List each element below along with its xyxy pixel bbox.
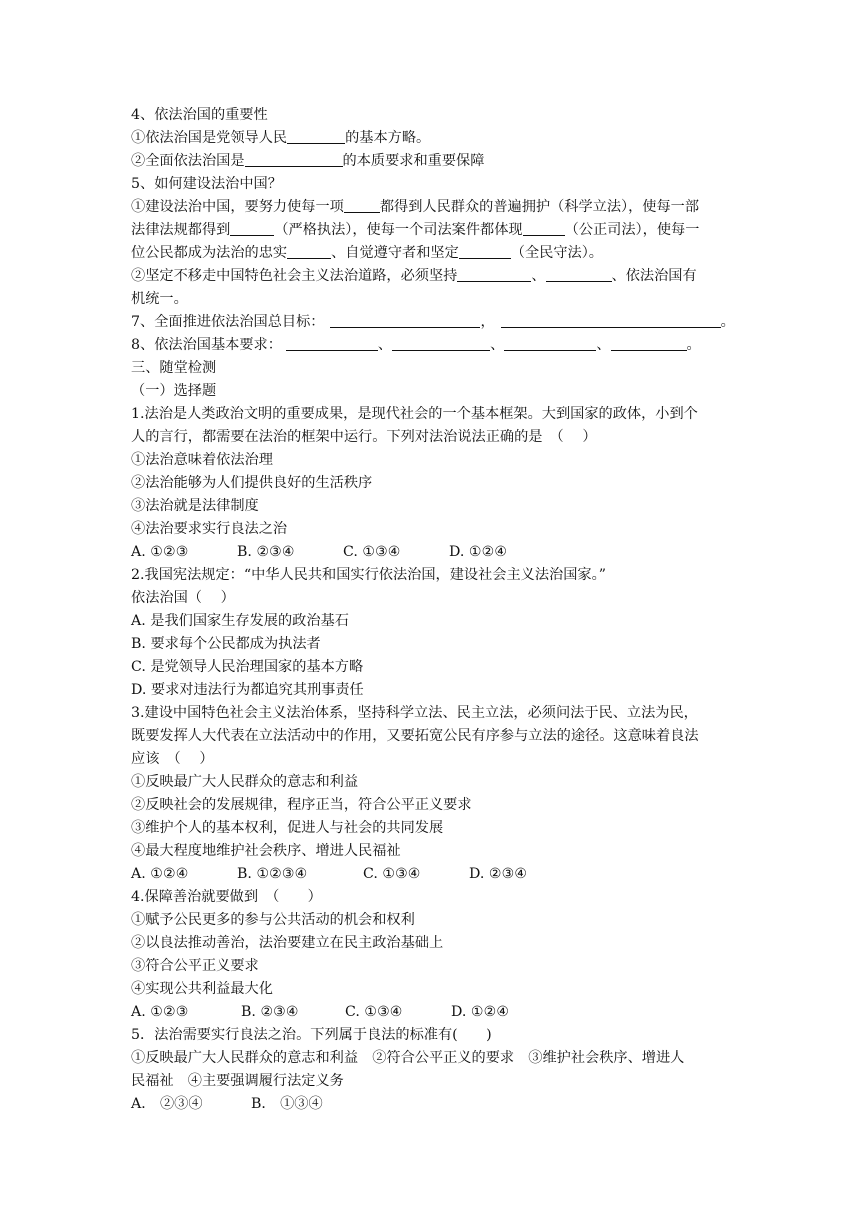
s8-sep: 、 <box>377 337 393 353</box>
q1-answer-a: A. ①②③ <box>131 544 189 560</box>
s5-l1-a: ①建设法治中国，要努力使每一项 <box>131 199 344 215</box>
fill-blank <box>457 267 531 282</box>
q1-stem-line-2: 人的言行，都需要在法治的框架中运行。下列对法治说法正确的是 （ ） <box>131 429 597 445</box>
s5-l3-b: 、自觉遵守者和坚定 <box>331 245 459 261</box>
q4-answer-d: D. ①②④ <box>451 1004 510 1020</box>
s8-sep: 、 <box>596 337 611 353</box>
s5-l2-a: 法律法规都得到 <box>131 222 231 238</box>
fill-blank <box>459 244 511 259</box>
section-3-heading: 三、随堂检测 <box>131 360 217 376</box>
q3-option-4: ④最大程度地维护社会秩序、增进人民福祉 <box>131 843 401 859</box>
q3-stem-line-2: 既要发挥人大代表在立法活动中的作用，又要拓宽公民有序参与立法的途径。这意味着良法 <box>131 728 699 744</box>
fill-blank <box>546 267 612 282</box>
fill-blank <box>344 198 380 213</box>
q4-option-4: ④实现公共利益最大化 <box>131 981 273 997</box>
q4-answer-c: C. ①③④ <box>345 1004 403 1020</box>
s4-l1-text-b: 的基本方略。 <box>345 130 431 146</box>
q1-answer-b: B. ②③④ <box>237 544 295 560</box>
q2-answer-b: B. 要求每个公民都成为执法者 <box>131 636 321 652</box>
q4-option-1: ①赋予公民更多的参与公共活动的机会和权利 <box>131 912 415 928</box>
s5-line-5: 机统一。 <box>131 291 188 307</box>
q3-option-1: ①反映最广大人民群众的意志和利益 <box>131 774 359 790</box>
s4-l1-text-a: ①依法治国是党领导人民 <box>131 130 288 146</box>
q4-answer-a: A. ①②③ <box>131 1004 189 1020</box>
q3-answers <box>131 863 527 886</box>
section-7-line <box>131 311 735 334</box>
q3-option-3: ③维护个人的基本权利，促进人与社会的共同发展 <box>131 820 444 836</box>
fill-blank <box>330 313 480 328</box>
fill-blank <box>287 244 331 259</box>
q4-answer-b: B. ②③④ <box>241 1004 299 1020</box>
fill-blank <box>286 336 378 351</box>
section-4-heading: 4、依法治国的重要性 <box>131 107 268 123</box>
fill-blank <box>523 221 565 236</box>
fill-blank <box>230 221 274 236</box>
s8-end: 。 <box>686 337 701 353</box>
fill-blank <box>501 313 721 328</box>
q3-answer-b: B. ①②③④ <box>237 866 308 882</box>
q5-answer-b: B． ①③④ <box>251 1096 323 1112</box>
q2-stem-line-1: 2.我国宪法规定：“中华人民共和国实行依法治国，建设社会主义法治国家。” <box>131 567 606 583</box>
s5-line-3 <box>131 242 603 265</box>
fill-blank <box>504 336 596 351</box>
fill-blank <box>392 336 490 351</box>
s5-l3-a: 位公民都成为法治的忠实 <box>131 245 288 261</box>
s5-line-2 <box>131 219 699 242</box>
s7-end: 。 <box>720 314 735 330</box>
q4-option-2: ②以良法推动善治，法治要建立在民主政治基础上 <box>131 935 444 951</box>
s7-text: 7、全面推进依法治国总目标： <box>131 314 325 330</box>
q2-answer-d: D. 要求对违法行为都追究其刑事责任 <box>131 682 364 698</box>
q1-answer-d: D. ①②④ <box>449 544 508 560</box>
q3-stem-line-3: 应该 （ ） <box>131 751 214 767</box>
section-5-heading: 5、如何建设法治中国？ <box>131 176 282 192</box>
s4-l2-text-a: ②全面依法治国是 <box>131 153 245 169</box>
q3-option-2: ②反映社会的发展规律，程序正当，符合公平正义要求 <box>131 797 472 813</box>
fill-blank <box>245 152 343 167</box>
fill-blank <box>611 336 687 351</box>
q4-stem-line-1: 4.保障善治就要做到 （ ） <box>131 889 322 905</box>
q4-answers <box>131 1001 509 1024</box>
q2-answer-c: C. 是党领导人民治理国家的基本方略 <box>131 659 364 675</box>
q3-answer-c: C. ①③④ <box>363 866 421 882</box>
s7-comma: ， <box>480 314 495 330</box>
q5-answer-a: A． ②③④ <box>131 1096 203 1112</box>
q3-answer-a: A. ①②④ <box>131 866 189 882</box>
s4-l2-text-b: 的本质要求和重要保障 <box>342 153 485 169</box>
q1-option-2: ②法治能够为人们提供良好的生活秩序 <box>131 475 373 491</box>
q4-option-3: ③符合公平正义要求 <box>131 958 259 974</box>
q1-stem-line-1: 1.法治是人类政治文明的重要成果，是现代社会的一个基本框架。大到国家的政体，小到个 <box>131 406 698 422</box>
q1-answer-c: C. ①③④ <box>343 544 401 560</box>
s5-l3-c: （全民守法）。 <box>510 245 603 261</box>
s5-l2-c: （公正司法），使每一 <box>564 222 700 238</box>
section-8-line <box>131 334 701 357</box>
s5-l2-b: （严格执法），使每一个司法案件都体现 <box>274 222 523 238</box>
choice-subheading: （一）选择题 <box>131 383 217 399</box>
q5-stem-line-3: 民福祉 ④主要强调履行法定义务 <box>131 1073 344 1089</box>
s5-line-1 <box>131 196 699 219</box>
q1-option-4: ④法治要求实行良法之治 <box>131 521 288 537</box>
s8-sep: 、 <box>490 337 505 353</box>
q1-option-3: ③法治就是法律制度 <box>131 498 259 514</box>
s8-text: 8、依法治国基本要求： <box>131 337 282 353</box>
q3-stem-line-1: 3.建设中国特色社会主义法治体系，坚持科学立法、民主立法，必须问法于民、立法为民， <box>131 705 698 721</box>
s4-line-1 <box>131 127 430 150</box>
q2-stem-line-2: 依法治国（ ） <box>131 590 235 606</box>
s5-line-4 <box>131 265 697 288</box>
q5-stem-line-2: ①反映最广大人民群众的意志和利益 ②符合公平正义的要求 ③维护社会秩序、增进人 <box>131 1050 685 1066</box>
q5-answers <box>131 1093 323 1116</box>
s5-l4-b: 、 <box>531 268 546 284</box>
s5-l4-c: 、依法治国有 <box>611 268 697 284</box>
q1-answers <box>131 541 507 564</box>
q1-option-1: ①法治意味着依法治理 <box>131 452 273 468</box>
q2-answer-a: A. 是我们国家生存发展的政治基石 <box>131 613 349 629</box>
s4-line-2 <box>131 150 484 173</box>
fill-blank <box>287 129 345 144</box>
q3-answer-d: D. ②③④ <box>469 866 528 882</box>
q5-stem-line-1: 5．法治需要实行良法之治。下列属于良法的标准有( ) <box>131 1027 492 1043</box>
s5-l4-a: ②坚定不移走中国特色社会主义法治道路，必须坚持 <box>131 268 458 284</box>
s5-l1-b: 都得到人民群众的普遍拥护（科学立法），使每一部 <box>379 199 700 215</box>
